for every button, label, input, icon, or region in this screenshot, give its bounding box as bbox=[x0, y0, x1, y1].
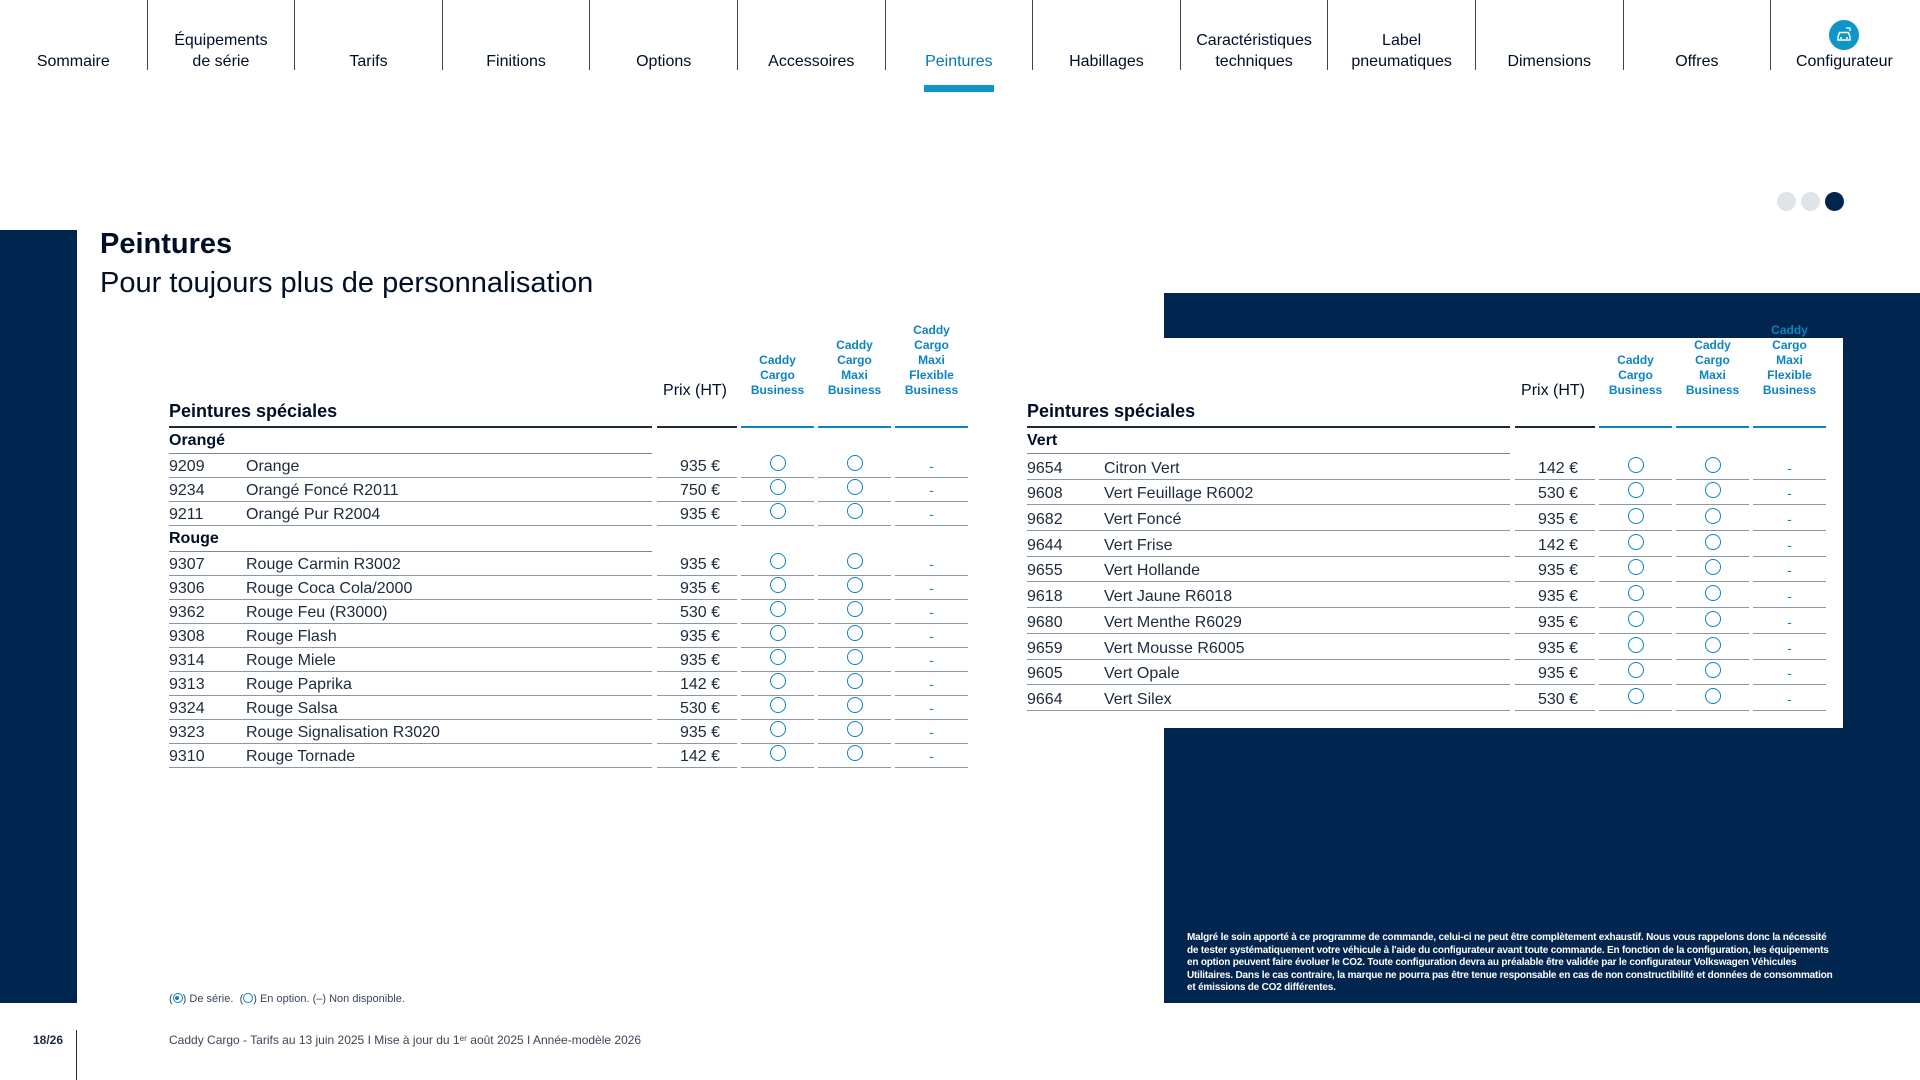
availability-cell bbox=[1753, 485, 1826, 503]
legend-unavailable: Non disponible. bbox=[329, 993, 405, 1005]
availability-cell bbox=[1676, 688, 1749, 709]
color-group-header bbox=[1027, 428, 1827, 454]
paint-name: Rouge Carmin R3002 bbox=[246, 556, 401, 573]
paint-code: 9313 bbox=[169, 676, 205, 693]
page-pager bbox=[1777, 192, 1844, 211]
availability-cell bbox=[1753, 537, 1826, 555]
table-row bbox=[1027, 531, 1827, 557]
page-subtitle: Pour toujours plus de personnalisation bbox=[100, 267, 594, 299]
option-circle-icon bbox=[1628, 585, 1644, 601]
paint-name: Citron Vert bbox=[1104, 459, 1180, 477]
row-rule bbox=[1753, 710, 1826, 711]
paint-price: 935 € bbox=[679, 580, 720, 597]
option-circle-icon bbox=[847, 721, 863, 737]
paint-name: Rouge Flash bbox=[246, 628, 337, 645]
paint-name: Vert Jaune R6018 bbox=[1104, 588, 1233, 606]
option-circle-icon bbox=[770, 455, 786, 471]
availability-cell bbox=[818, 745, 891, 766]
option-circle-icon bbox=[847, 697, 863, 713]
table-row bbox=[169, 600, 969, 624]
availability-cell bbox=[1599, 688, 1672, 709]
option-circle-icon bbox=[847, 479, 863, 495]
availability-cell bbox=[1753, 691, 1826, 709]
availability-cell bbox=[741, 673, 814, 694]
pager-dot-2[interactable] bbox=[1801, 192, 1820, 211]
color-group-header bbox=[169, 526, 969, 552]
unavailable-dash: - bbox=[929, 482, 934, 498]
paint-name: Orangé Pur R2004 bbox=[246, 506, 381, 523]
paint-name: Rouge Coca Cola/2000 bbox=[246, 580, 413, 597]
availability-cell bbox=[1676, 662, 1749, 683]
paint-price: 935 € bbox=[679, 724, 720, 741]
availability-cell bbox=[741, 601, 814, 622]
option-circle-icon bbox=[770, 625, 786, 641]
row-rule bbox=[1676, 710, 1749, 711]
unavailable-dash: - bbox=[1787, 485, 1792, 502]
unavailable-dash: - bbox=[929, 506, 934, 522]
paint-price: 530 € bbox=[1537, 690, 1578, 708]
availability-cell bbox=[895, 652, 968, 670]
pager-dot-3[interactable] bbox=[1825, 192, 1844, 211]
table-row bbox=[169, 624, 969, 648]
nav-tab-caracteristiques-techniques[interactable] bbox=[1181, 0, 1328, 95]
table-row bbox=[169, 720, 969, 744]
paint-code: 9234 bbox=[169, 482, 205, 499]
availability-cell bbox=[741, 697, 814, 718]
availability-cell bbox=[895, 482, 968, 500]
table-row bbox=[1027, 557, 1827, 583]
nav-tab-sommaire[interactable] bbox=[0, 0, 147, 95]
nav-tab-label: Tarifs bbox=[349, 53, 388, 70]
table-header bbox=[1027, 323, 1827, 428]
availability-cell bbox=[741, 503, 814, 524]
standard-dot-icon bbox=[173, 993, 183, 1003]
unavailable-dash: - bbox=[1787, 588, 1792, 605]
availability-cell bbox=[895, 748, 968, 766]
availability-cell bbox=[741, 455, 814, 476]
paint-name: Vert Feuillage R6002 bbox=[1104, 485, 1254, 503]
paint-name: Vert Mousse R6005 bbox=[1104, 639, 1245, 657]
car-configurator-icon bbox=[1829, 20, 1859, 50]
option-circle-icon bbox=[1628, 559, 1644, 575]
row-rule bbox=[895, 767, 968, 768]
availability-cell bbox=[1753, 614, 1826, 632]
model-column-header: Caddy Cargo Maxi Flexible Business bbox=[904, 323, 959, 397]
model-column-header: Caddy Cargo Maxi Business bbox=[827, 338, 882, 397]
availability-cell bbox=[741, 745, 814, 766]
option-circle-icon bbox=[770, 673, 786, 689]
table-header bbox=[169, 323, 969, 428]
paint-code: 9307 bbox=[169, 556, 205, 573]
nav-tab-label: Offres bbox=[1675, 53, 1719, 70]
disclaimer-text: Malgré le soin apporté à ce programme de commande, celui-ci ne peut être complètement exhaustif. Nous vous rappelons donc la nécessité de tester systématiquement votre véhicule à l'aide du configurateur avant toute commande. En fonction de la configuration, les équipements en option peuvent faire évoluer le CO2. Toute configuration devra au préalable être validée par le configurateur Volkswagen Véhicules Utilitaires. Dans le cas contraire, la marque ne pourra pas être tenue responsable en cas de non constructibilité et données de consommation et émissions de CO2 différentes. bbox=[1187, 932, 1833, 993]
unavailable-dash: - bbox=[929, 628, 934, 644]
row-rule bbox=[1599, 710, 1672, 711]
option-circle-icon bbox=[770, 553, 786, 569]
paint-price: 142 € bbox=[679, 748, 720, 765]
paint-table-left bbox=[169, 323, 969, 768]
paint-name: Rouge Feu (R3000) bbox=[246, 604, 388, 621]
model-column-header: Caddy Cargo Maxi Flexible Business bbox=[1762, 323, 1817, 397]
nav-tab-options[interactable] bbox=[590, 0, 737, 95]
top-navigation bbox=[0, 0, 1920, 95]
paint-code: 9680 bbox=[1027, 613, 1063, 631]
paint-code: 9314 bbox=[169, 652, 205, 669]
table-row bbox=[1027, 505, 1827, 531]
paint-price: 530 € bbox=[1537, 485, 1578, 503]
nav-tab-label: Équipements de série bbox=[174, 32, 268, 70]
option-circle-icon bbox=[770, 601, 786, 617]
availability-cell bbox=[818, 721, 891, 742]
legend-option: En option. bbox=[259, 993, 310, 1005]
legend-unavailable-symbol: (–) bbox=[312, 993, 327, 1005]
paint-name: Rouge Paprika bbox=[246, 676, 352, 693]
availability-cell bbox=[895, 556, 968, 574]
color-group-header bbox=[169, 428, 969, 454]
unavailable-dash: - bbox=[1787, 613, 1792, 630]
paint-code: 9682 bbox=[1027, 511, 1063, 529]
paint-code: 9306 bbox=[169, 580, 205, 597]
availability-cell bbox=[895, 458, 968, 476]
paint-code: 9605 bbox=[1027, 665, 1063, 683]
color-group-label: Rouge bbox=[169, 530, 219, 547]
table-row bbox=[1027, 454, 1827, 480]
model-column-header: Caddy Cargo Maxi Business bbox=[1685, 338, 1740, 397]
availability-cell bbox=[895, 676, 968, 694]
option-circle-icon bbox=[1705, 611, 1721, 627]
nav-tab-label: Sommaire bbox=[36, 53, 110, 70]
paint-price: 935 € bbox=[1537, 511, 1578, 529]
paint-name: Rouge Miele bbox=[246, 652, 336, 669]
nav-tab-dimensions[interactable] bbox=[1476, 0, 1623, 95]
table-row bbox=[1027, 608, 1827, 634]
table-row bbox=[169, 454, 969, 478]
unavailable-dash: - bbox=[929, 652, 934, 668]
option-circle-icon bbox=[1705, 585, 1721, 601]
nav-tab-accessoires[interactable] bbox=[738, 0, 885, 95]
legend-standard: De série. bbox=[189, 993, 234, 1005]
option-circle-icon bbox=[1705, 508, 1721, 524]
model-column-header: Caddy Cargo Business bbox=[750, 353, 805, 397]
option-circle-icon bbox=[1628, 611, 1644, 627]
paint-code: 9608 bbox=[1027, 485, 1063, 503]
paint-code: 9324 bbox=[169, 700, 205, 717]
paint-table-right bbox=[1027, 323, 1827, 711]
availability-cell bbox=[1599, 508, 1672, 529]
row-rule bbox=[169, 767, 652, 768]
availability-cell bbox=[1676, 534, 1749, 555]
table-row bbox=[1027, 660, 1827, 686]
row-rule bbox=[657, 767, 737, 768]
availability-cell bbox=[895, 700, 968, 718]
option-circle-icon bbox=[1705, 688, 1721, 704]
availability-cell bbox=[1599, 585, 1672, 606]
availability-cell bbox=[895, 724, 968, 742]
table-row bbox=[1027, 480, 1827, 506]
paint-name: Vert Opale bbox=[1104, 665, 1180, 683]
option-circle-icon bbox=[847, 745, 863, 761]
availability-cell bbox=[1753, 562, 1826, 580]
footer-divider bbox=[76, 1030, 77, 1080]
option-circle-icon bbox=[1705, 637, 1721, 653]
availability-cell bbox=[818, 503, 891, 524]
option-circle-icon bbox=[847, 553, 863, 569]
availability-cell bbox=[818, 649, 891, 670]
unavailable-dash: - bbox=[929, 724, 934, 740]
table-row bbox=[169, 552, 969, 576]
paint-price: 935 € bbox=[679, 652, 720, 669]
color-group-label: Orangé bbox=[169, 432, 226, 449]
availability-cell bbox=[1676, 585, 1749, 606]
availability-cell bbox=[741, 577, 814, 598]
table-row bbox=[169, 502, 969, 526]
option-circle-icon bbox=[1628, 457, 1644, 473]
paint-code: 9654 bbox=[1027, 459, 1063, 477]
availability-cell bbox=[1676, 559, 1749, 580]
unavailable-dash: - bbox=[929, 580, 934, 596]
option-circle-icon bbox=[1705, 534, 1721, 550]
availability-cell bbox=[895, 580, 968, 598]
pager-dot-1[interactable] bbox=[1777, 192, 1796, 211]
availability-cell bbox=[818, 673, 891, 694]
unavailable-dash: - bbox=[929, 556, 934, 572]
color-group-label: Vert bbox=[1027, 432, 1058, 449]
paint-code: 9644 bbox=[1027, 536, 1063, 554]
availability-cell bbox=[741, 721, 814, 742]
left-accent-bar bbox=[0, 230, 77, 1003]
paint-price: 142 € bbox=[1537, 536, 1578, 554]
paint-price: 935 € bbox=[1537, 613, 1578, 631]
option-circle-icon bbox=[847, 649, 863, 665]
paint-price: 935 € bbox=[1537, 588, 1578, 606]
nav-tab-offres[interactable] bbox=[1624, 0, 1771, 95]
unavailable-dash: - bbox=[1787, 536, 1792, 553]
nav-tab-label: Label pneumatiques bbox=[1351, 32, 1452, 70]
paint-code: 9308 bbox=[169, 628, 205, 645]
unavailable-dash: - bbox=[1787, 459, 1792, 476]
option-circle-icon bbox=[847, 455, 863, 471]
option-circle-icon bbox=[847, 577, 863, 593]
table-row bbox=[169, 478, 969, 502]
availability-cell bbox=[818, 479, 891, 500]
availability-cell bbox=[895, 506, 968, 524]
nav-tab-finitions[interactable] bbox=[443, 0, 590, 95]
row-rule bbox=[1027, 710, 1510, 711]
paint-price: 142 € bbox=[679, 676, 720, 693]
availability-cell bbox=[741, 649, 814, 670]
availability-cell bbox=[818, 577, 891, 598]
option-circle-icon bbox=[770, 503, 786, 519]
nav-tab-tarifs[interactable] bbox=[295, 0, 442, 95]
availability-cell bbox=[1599, 611, 1672, 632]
availability-cell bbox=[1753, 665, 1826, 683]
option-circle-icon bbox=[847, 673, 863, 689]
row-rule bbox=[1515, 710, 1595, 711]
nav-tab-label: Caractéristiques techniques bbox=[1196, 32, 1312, 70]
paint-code: 9655 bbox=[1027, 562, 1063, 580]
nav-tab-label: Finitions bbox=[486, 53, 546, 70]
option-circle-icon bbox=[1705, 662, 1721, 678]
paint-name: Vert Frise bbox=[1104, 536, 1173, 554]
paint-code: 9310 bbox=[169, 748, 205, 765]
option-circle-icon bbox=[770, 745, 786, 761]
unavailable-dash: - bbox=[1787, 562, 1792, 579]
option-circle-icon bbox=[847, 625, 863, 641]
nav-tab-label: Options bbox=[636, 53, 692, 70]
paint-name: Rouge Salsa bbox=[246, 700, 338, 717]
option-circle-icon bbox=[1705, 482, 1721, 498]
availability-cell bbox=[1599, 637, 1672, 658]
availability-cell bbox=[1676, 457, 1749, 478]
paint-price: 935 € bbox=[1537, 562, 1578, 580]
availability-cell bbox=[818, 553, 891, 574]
paint-code: 9664 bbox=[1027, 690, 1063, 708]
availability-cell bbox=[818, 625, 891, 646]
availability-cell bbox=[1599, 534, 1672, 555]
option-circle-icon bbox=[1705, 457, 1721, 473]
availability-cell bbox=[818, 455, 891, 476]
availability-cell bbox=[741, 479, 814, 500]
unavailable-dash: - bbox=[1787, 639, 1792, 656]
paint-price: 142 € bbox=[1537, 459, 1578, 477]
paint-code: 9618 bbox=[1027, 588, 1063, 606]
page-number: 18/26 bbox=[33, 1033, 64, 1047]
table-row bbox=[169, 576, 969, 600]
nav-tab-configurateur[interactable] bbox=[1771, 0, 1918, 95]
nav-tab-label: Habillages bbox=[1069, 53, 1144, 70]
table-row bbox=[1027, 582, 1827, 608]
availability-cell bbox=[818, 697, 891, 718]
model-column-header: Caddy Cargo Business bbox=[1608, 353, 1663, 397]
unavailable-dash: - bbox=[1787, 665, 1792, 682]
paint-name: Orange bbox=[246, 458, 300, 475]
option-circle-icon bbox=[1628, 637, 1644, 653]
availability-cell bbox=[1599, 457, 1672, 478]
availability-cell bbox=[1599, 482, 1672, 503]
paint-code: 9362 bbox=[169, 604, 205, 621]
paint-code: 9323 bbox=[169, 724, 205, 741]
option-circle-icon bbox=[770, 721, 786, 737]
availability-cell bbox=[1676, 508, 1749, 529]
paint-price: 750 € bbox=[679, 482, 720, 499]
unavailable-dash: - bbox=[929, 748, 934, 764]
nav-tab-label: Peintures bbox=[925, 53, 993, 70]
paint-name: Vert Menthe R6029 bbox=[1104, 613, 1242, 631]
nav-tab-peintures[interactable] bbox=[886, 0, 1033, 95]
option-circle-icon bbox=[1628, 534, 1644, 550]
availability-cell bbox=[1599, 559, 1672, 580]
footer-text: Caddy Cargo - Tarifs au 13 juin 2025 I Mise à jour du 1ᵉʳ août 2025 I Année-modèle 2026 bbox=[169, 1033, 642, 1047]
availability-cell bbox=[1676, 482, 1749, 503]
nav-tab-equipements-de-serie[interactable] bbox=[148, 0, 295, 95]
nav-tab-label: Accessoires bbox=[768, 53, 855, 70]
nav-tab-label: Configurateur bbox=[1795, 53, 1893, 70]
paint-code: 9659 bbox=[1027, 639, 1063, 657]
availability-cell bbox=[741, 553, 814, 574]
paint-price: 935 € bbox=[679, 556, 720, 573]
price-column-header: Prix (HT) bbox=[663, 382, 727, 399]
table-row bbox=[169, 744, 969, 768]
paint-name: Vert Foncé bbox=[1104, 511, 1182, 529]
price-column-header: Prix (HT) bbox=[1521, 382, 1585, 399]
paint-price: 935 € bbox=[1537, 665, 1578, 683]
row-rule bbox=[741, 767, 814, 768]
availability-cell bbox=[895, 628, 968, 646]
availability-legend: ( ) De série. ( ) En option. (–) Non disponible. bbox=[169, 993, 405, 1005]
table-row bbox=[169, 672, 969, 696]
availability-cell bbox=[1753, 460, 1826, 478]
page-title: Peintures bbox=[100, 228, 233, 260]
paint-name: Orangé Foncé R2011 bbox=[246, 482, 399, 499]
paint-code: 9209 bbox=[169, 458, 205, 475]
availability-cell bbox=[818, 601, 891, 622]
table-row bbox=[169, 648, 969, 672]
option-circle-icon bbox=[1628, 662, 1644, 678]
availability-cell bbox=[1753, 640, 1826, 658]
paint-name: Rouge Tornade bbox=[246, 748, 356, 765]
paint-price: 935 € bbox=[679, 458, 720, 475]
nav-tab-label: Dimensions bbox=[1507, 53, 1592, 70]
option-circle-icon bbox=[847, 503, 863, 519]
paint-name: Vert Hollande bbox=[1104, 562, 1201, 580]
paint-name: Vert Silex bbox=[1104, 690, 1172, 708]
paint-price: 530 € bbox=[679, 700, 720, 717]
unavailable-dash: - bbox=[929, 604, 934, 620]
row-rule bbox=[818, 767, 891, 768]
section-heading: Peintures spéciales bbox=[1027, 401, 1196, 421]
unavailable-dash: - bbox=[929, 458, 934, 474]
availability-cell bbox=[1753, 588, 1826, 606]
option-circle-icon bbox=[1628, 688, 1644, 704]
unavailable-dash: - bbox=[1787, 690, 1792, 707]
unavailable-dash: - bbox=[1787, 511, 1792, 528]
option-circle-icon bbox=[1628, 482, 1644, 498]
paint-price: 935 € bbox=[679, 506, 720, 523]
table-row bbox=[1027, 634, 1827, 660]
option-circle-icon bbox=[770, 649, 786, 665]
option-circle-icon bbox=[770, 479, 786, 495]
option-circle-icon bbox=[1705, 559, 1721, 575]
availability-cell bbox=[895, 604, 968, 622]
option-circle-icon bbox=[770, 697, 786, 713]
availability-cell bbox=[1599, 662, 1672, 683]
option-circle-icon bbox=[243, 993, 253, 1003]
table-row bbox=[169, 696, 969, 720]
table-row bbox=[1027, 685, 1827, 711]
nav-tab-label-pneumatiques[interactable] bbox=[1328, 0, 1475, 95]
option-circle-icon bbox=[847, 601, 863, 617]
availability-cell bbox=[1753, 511, 1826, 529]
option-circle-icon bbox=[770, 577, 786, 593]
paint-name: Rouge Signalisation R3020 bbox=[246, 724, 440, 741]
paint-price: 935 € bbox=[1537, 639, 1578, 657]
availability-cell bbox=[1676, 611, 1749, 632]
section-heading: Peintures spéciales bbox=[169, 401, 338, 421]
paint-code: 9211 bbox=[169, 506, 204, 523]
nav-tab-habillages[interactable] bbox=[1033, 0, 1180, 95]
availability-cell bbox=[741, 625, 814, 646]
unavailable-dash: - bbox=[929, 676, 934, 692]
paint-price: 935 € bbox=[679, 628, 720, 645]
availability-cell bbox=[1676, 637, 1749, 658]
option-circle-icon bbox=[1628, 508, 1644, 524]
paint-price: 530 € bbox=[679, 604, 720, 621]
unavailable-dash: - bbox=[929, 700, 934, 716]
